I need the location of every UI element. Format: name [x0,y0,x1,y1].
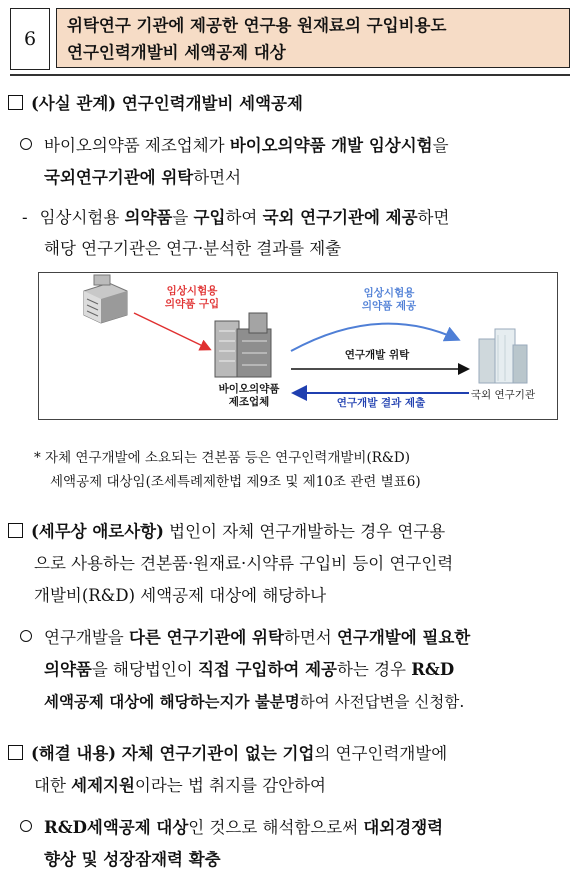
resolution-heading-line1: (해결 내용) 자체 연구기관이 없는 기업의 연구인력개발에 [8,742,447,766]
submit-label: 연구개발 결과 제출 [336,397,426,409]
fact-heading: (사실 관계) 연구인력개발비 세액공제 [8,92,303,116]
circle-bullet-icon [20,820,32,832]
section-number: 6 [10,8,50,70]
fact-bullet-2-line2: 해당 연구기관은 연구·분석한 결과를 제출 [44,239,342,258]
dash-bullet: - [22,208,28,227]
buy-arrow [134,313,209,349]
resolution-heading-line2: 대한 세제지원이라는 법 취지를 감안하여 [34,776,326,795]
fact-bullet-1-line1: 바이오의약품 제조업체가 바이오의약품 개발 임상시험을 [20,134,449,158]
provide-arrow [291,324,457,351]
tax-bullet-line3: 세액공제 대상에 해당하는지가 불분명하여 사전답변을 신청함. [44,692,465,711]
circle-bullet-icon [20,138,32,150]
circle-bullet-icon [20,630,32,642]
institute-label: 국외 연구기관 [470,389,536,401]
tax-heading-line3: 개발비(R&D) 세액공제 대상에 해당하나 [34,586,327,605]
footnote-line1: * 자체 연구개발에 소요되는 견본품 등은 연구인력개발비(R&D) [34,450,410,466]
square-bullet-icon [8,523,23,538]
footnote-line2: 세액공제 대상임(조세특례제한법 제9조 및 제10조 관련 별표6) [50,474,421,490]
resolution-bullet-line2: 향상 및 성장잠재력 확충 [44,850,221,869]
tax-bullet-line2: 의약품을 해당법인이 직접 구입하여 제공하는 경우 R&D [44,660,455,679]
supplier-building-icon [84,275,127,323]
outsource-label: 연구개발 위탁 [344,349,410,361]
section-title [56,8,570,68]
provide-label: 임상시험용 의약품 제공 [361,287,417,312]
process-diagram [38,272,558,420]
section-header [10,8,570,70]
company-label: 바이오의약품 제조업체 [218,383,280,408]
resolution-bullet-line1: R&D세액공제 대상인 것으로 해석함으로써 대외경쟁력 [20,816,443,840]
fact-bullet-2-line1: - 임상시험용 의약품을 구입하여 국외 연구기관에 제공하면 [22,208,450,227]
square-bullet-icon [8,745,23,760]
tax-heading-line2: 으로 사용하는 견본품·원재료·시약류 구입비 등이 연구인력 [34,554,454,573]
section-title-line1: 위탁연구 기관에 제공한 연구용 원재료의 구입비용도 [67,16,447,35]
tax-heading-line1: (세무상 애로사항) 법인이 자체 연구개발하는 경우 연구용 [8,520,445,544]
tax-bullet-line1: 연구개발을 다른 연구기관에 위탁하면서 연구개발에 필요한 [20,626,470,650]
buy-label: 임상시험용 의약품 구입 [164,285,220,310]
section-title-line2: 연구인력개발비 세액공제 대상 [67,43,286,62]
institute-building-icon [479,329,527,383]
header-divider [10,74,570,76]
square-bullet-icon [8,95,23,110]
company-building-icon [215,313,271,377]
fact-bullet-1-line2: 국외연구기관에 위탁하면서 [44,168,242,187]
